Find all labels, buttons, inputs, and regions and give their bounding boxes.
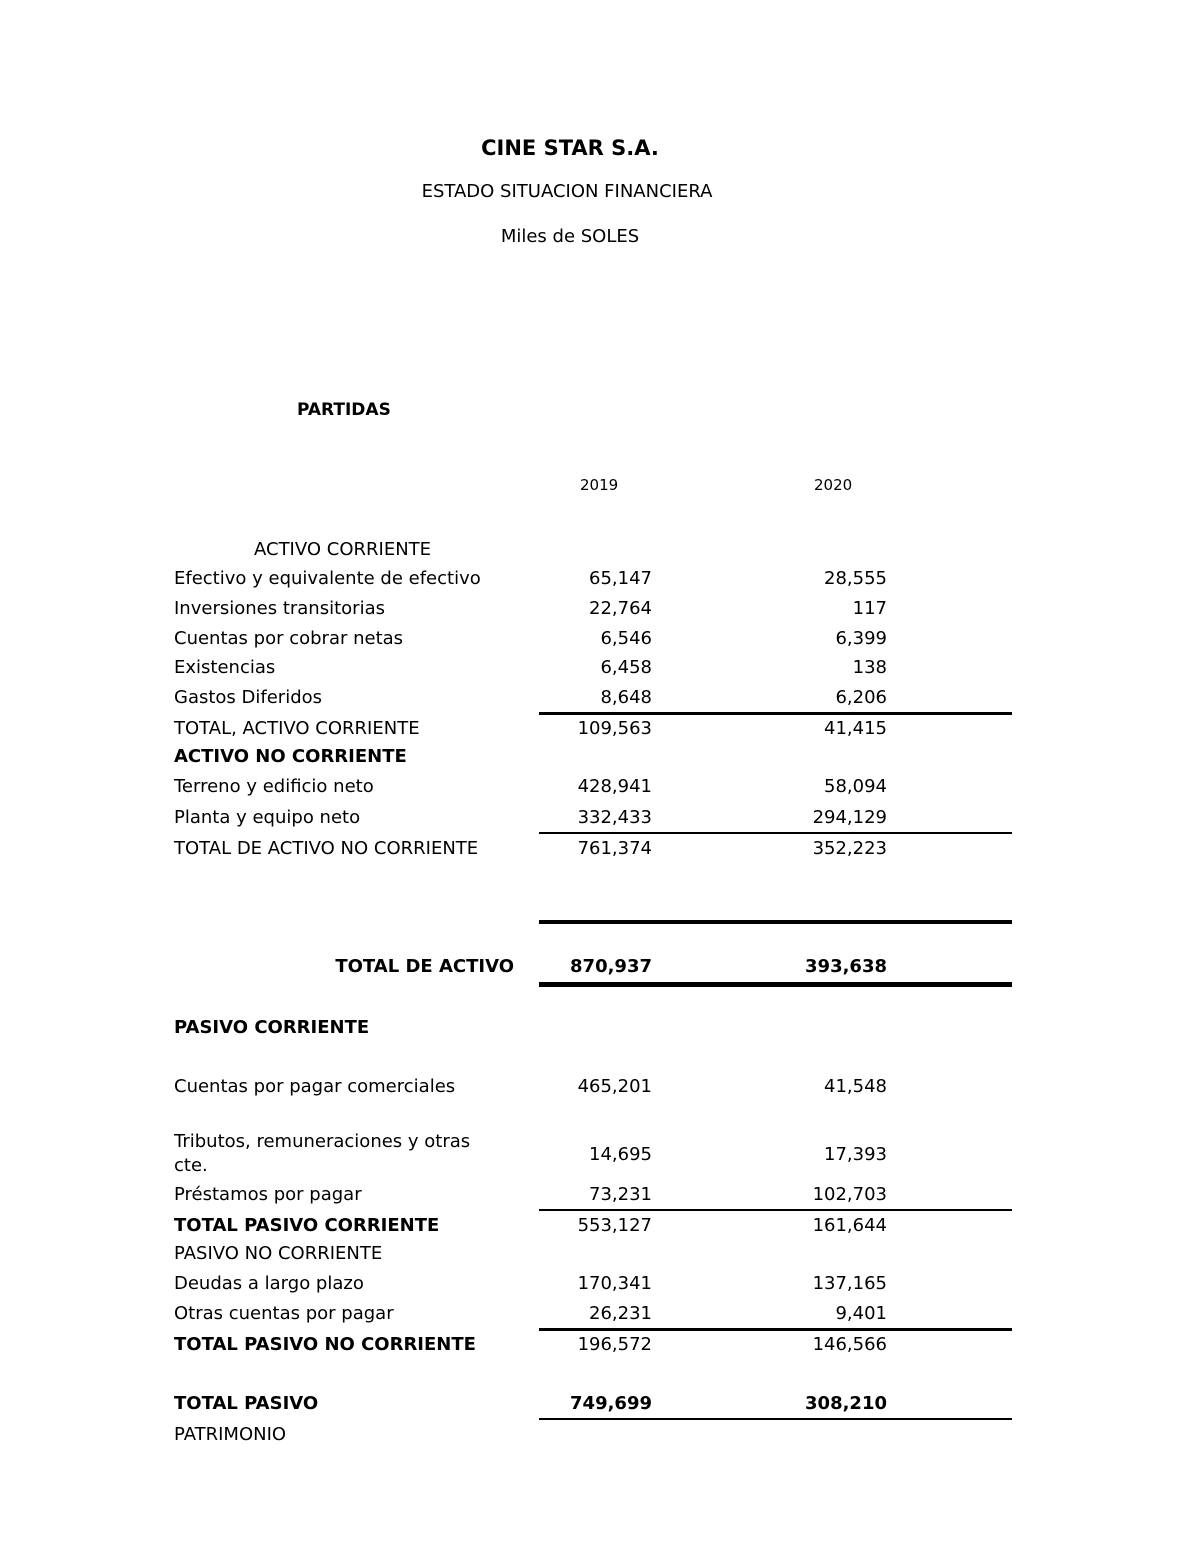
row-value-2019: 73,231 xyxy=(589,1184,652,1205)
row-label: Efectivo y equivalente de efectivo xyxy=(174,568,481,589)
row-label: Cuentas por cobrar netas xyxy=(174,628,404,649)
row-value-2020: 308,210 xyxy=(805,1393,887,1414)
row-value-2020: 294,129 xyxy=(812,807,887,828)
row-label: TOTAL PASIVO NO CORRIENTE xyxy=(174,1334,476,1355)
row-value-2020: 9,401 xyxy=(835,1303,887,1324)
row-value-2020: 6,206 xyxy=(835,687,887,708)
row-value-2020: 352,223 xyxy=(812,838,887,859)
row-value-2019: 428,941 xyxy=(577,776,652,797)
row-value-2020: 393,638 xyxy=(805,956,887,977)
row-label: TOTAL PASIVO xyxy=(174,1393,319,1414)
row-value-2020: 117 xyxy=(852,598,887,619)
row-value-2020: 58,094 xyxy=(824,776,887,797)
row-label: Gastos Diferidos xyxy=(174,687,323,708)
row-value-2019: 6,546 xyxy=(600,628,652,649)
row-value-2019: 332,433 xyxy=(577,807,652,828)
row-value-2020: 161,644 xyxy=(812,1215,887,1236)
row-value-2019: 553,127 xyxy=(577,1215,652,1236)
row-label: TOTAL PASIVO CORRIENTE xyxy=(174,1215,440,1236)
row-label-continued: cte. xyxy=(174,1155,208,1176)
row-value-2019: 8,648 xyxy=(600,687,652,708)
rule xyxy=(539,712,1012,715)
row-label: PASIVO NO CORRIENTE xyxy=(174,1243,383,1264)
row-label: TOTAL DE ACTIVO xyxy=(335,956,514,977)
row-label: ACTIVO NO CORRIENTE xyxy=(174,746,407,767)
row-value-2020: 41,415 xyxy=(824,718,887,739)
row-label: Inversiones transitorias xyxy=(174,598,385,619)
rule xyxy=(539,1418,1012,1420)
column-header-year1: 2019 xyxy=(580,476,619,494)
row-value-2019: 870,937 xyxy=(570,956,652,977)
column-header-year2: 2020 xyxy=(814,476,853,494)
row-value-2020: 17,393 xyxy=(824,1144,887,1165)
row-value-2019: 749,699 xyxy=(570,1393,652,1414)
section-heading: PARTIDAS xyxy=(297,400,391,420)
row-label: Préstamos por pagar xyxy=(174,1184,362,1205)
row-value-2020: 6,399 xyxy=(835,628,887,649)
row-label: Terreno y edificio neto xyxy=(174,776,374,797)
row-label: Cuentas por pagar comerciales xyxy=(174,1076,456,1097)
row-value-2019: 109,563 xyxy=(577,718,652,739)
row-value-2019: 65,147 xyxy=(589,568,652,589)
row-value-2019: 465,201 xyxy=(577,1076,652,1097)
row-label: TOTAL DE ACTIVO NO CORRIENTE xyxy=(174,838,479,859)
row-value-2019: 14,695 xyxy=(589,1144,652,1165)
row-label: Deudas a largo plazo xyxy=(174,1273,364,1294)
rule xyxy=(539,920,1012,924)
row-label: TOTAL, ACTIVO CORRIENTE xyxy=(174,718,420,739)
row-label: Planta y equipo neto xyxy=(174,807,361,828)
company-title: CINE STAR S.A. xyxy=(481,136,659,160)
statement-title: ESTADO SITUACION FINANCIERA xyxy=(421,181,713,202)
row-value-2019: 170,341 xyxy=(577,1273,652,1294)
row-value-2020: 28,555 xyxy=(824,568,887,589)
row-value-2020: 146,566 xyxy=(812,1334,887,1355)
row-label: PASIVO CORRIENTE xyxy=(174,1017,370,1038)
row-value-2020: 138 xyxy=(852,657,887,678)
rule xyxy=(539,982,1012,987)
rule xyxy=(539,1328,1012,1331)
row-label: Existencias xyxy=(174,657,276,678)
row-value-2019: 196,572 xyxy=(577,1334,652,1355)
row-label: PATRIMONIO xyxy=(174,1424,287,1445)
row-value-2020: 102,703 xyxy=(812,1184,887,1205)
row-value-2019: 6,458 xyxy=(600,657,652,678)
row-label: Otras cuentas por pagar xyxy=(174,1303,394,1324)
row-value-2020: 137,165 xyxy=(812,1273,887,1294)
row-value-2020: 41,548 xyxy=(824,1076,887,1097)
row-label: Tributos, remuneraciones y otras xyxy=(174,1131,471,1152)
units-label: Miles de SOLES xyxy=(500,226,640,247)
rule xyxy=(539,1209,1012,1211)
row-value-2019: 761,374 xyxy=(577,838,652,859)
row-value-2019: 22,764 xyxy=(589,598,652,619)
row-label: ACTIVO CORRIENTE xyxy=(254,539,432,560)
rule xyxy=(539,832,1012,834)
row-value-2019: 26,231 xyxy=(589,1303,652,1324)
